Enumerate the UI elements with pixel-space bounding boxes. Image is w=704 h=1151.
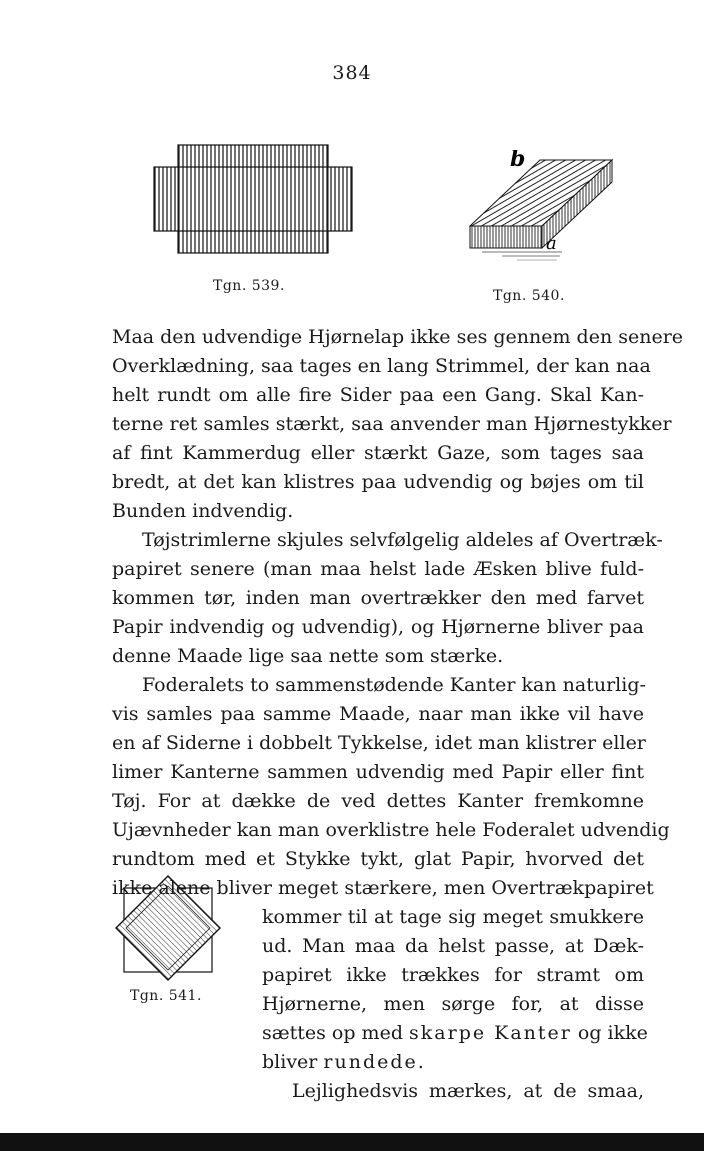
- text-line-20: ikke alene bliver meget stærkere, men Overtrækpapiret: [112, 877, 654, 899]
- text-line-26-a: bliver: [262, 1051, 324, 1073]
- figure-540-label-a: a: [546, 233, 557, 254]
- text-line-25: [262, 1020, 648, 1046]
- text-line-4: terne ret samles stærkt, saa anvender man Hjørnestykker: [112, 413, 672, 435]
- text-line-19: rundtom med et Stykke tykt, glat Papir, hvorved det: [112, 848, 644, 870]
- text-line-9: papiret senere (man maa helst lade Æsken blive fuld-: [112, 558, 644, 580]
- text-line-3: helt rundt om alle fire Sider paa een Gang. Skal Kan-: [112, 384, 644, 406]
- figure-540: [462, 150, 637, 270]
- text-line-18: Ujævnheder kan man overklistre hele Foderalet udvendig: [112, 819, 670, 841]
- text-line-22: ud. Man maa da helst passe, at Dæk-: [262, 935, 644, 957]
- figure-541-caption: Tgn. 541.: [130, 988, 202, 1004]
- text-line-13: Foderalets to sammenstødende Kanter kan naturlig-: [142, 674, 646, 696]
- text-line-21: kommer til at tage sig meget smukkere: [262, 906, 644, 928]
- text-line-24: Hjørnerne, men sørge for, at disse: [262, 993, 644, 1015]
- text-line-26-spaced: rundede: [323, 1051, 418, 1073]
- text-line-15: en af Siderne i dobbelt Tykkelse, idet man klistrer eller: [112, 732, 646, 754]
- page-number: 384: [332, 62, 372, 84]
- figure-540-caption: Tgn. 540.: [493, 288, 565, 304]
- figure-539: [150, 143, 360, 258]
- text-line-26-b: .: [417, 1051, 424, 1073]
- text-line-6: bredt, at det kan klistres paa udvendig og bøjes om til: [112, 471, 644, 493]
- text-line-16: limer Kanterne sammen udvendig med Papir eller fint: [112, 761, 644, 783]
- text-line-26: [262, 1049, 644, 1075]
- text-line-11: Papir indvendig og udvendig), og Hjørnerne bliver paa: [112, 616, 644, 638]
- text-line-5: af fint Kammerdug eller stærkt Gaze, som tages saa: [112, 442, 644, 464]
- text-line-8: Tøjstrimlerne skjules selvfølgelig aldeles af Overtræk-: [142, 529, 663, 551]
- text-line-2: Overklædning, saa tages en lang Strimmel, der kan naa: [112, 355, 651, 377]
- figure-539-caption: Tgn. 539.: [213, 278, 285, 294]
- scan-edge-bar: [0, 1133, 704, 1151]
- text-line-7: Bunden indvendig.: [112, 500, 294, 522]
- text-line-17: Tøj. For at dække de ved dettes Kanter fremkomne: [112, 790, 644, 812]
- text-line-25-spaced: skarpe Kanter: [409, 1022, 572, 1044]
- text-line-25-a: sættes op med: [262, 1022, 410, 1044]
- text-line-12: denne Maade lige saa nette som stærke.: [112, 645, 504, 667]
- text-line-25-b: og ikke: [571, 1022, 648, 1044]
- figure-540-label-b: b: [510, 150, 526, 172]
- text-line-10: kommen tør, inden man overtrækker den med farvet: [112, 587, 644, 609]
- text-line-27: Lejlighedsvis mærkes, at de smaa,: [292, 1080, 644, 1102]
- text-line-23: papiret ikke trækkes for stramt om: [262, 964, 644, 986]
- text-line-14: vis samles paa samme Maade, naar man ikke vil have: [112, 703, 644, 725]
- text-line-1: Maa den udvendige Hjørnelap ikke ses gennem den senere: [112, 326, 684, 348]
